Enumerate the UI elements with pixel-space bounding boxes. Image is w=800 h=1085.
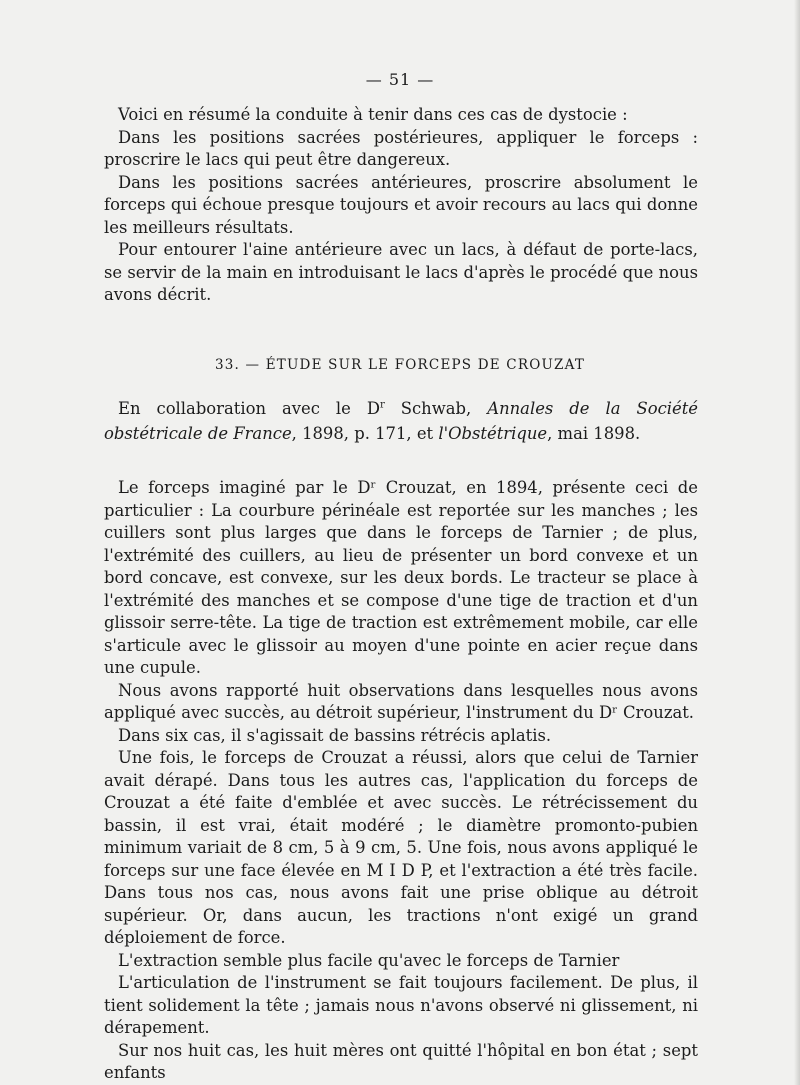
citation-author: Schwab,: [384, 399, 488, 418]
citation-suffix: , mai 1898.: [547, 424, 641, 443]
intro-paragraph-1: Voici en résumé la conduite à tenir dans ces cas de dystocie :: [118, 105, 628, 124]
intro-paragraph-3: Dans les positions sacrées antérieures, proscrire absolument le forceps qui échoue presque toujours et avoir recours au lacs qui donne les meilleurs résultats.: [104, 172, 698, 237]
citation: [104, 396, 698, 446]
citation-journal-1: Annales de la Société obstétricale de France: [104, 399, 698, 443]
page-edge-shadow: [794, 0, 800, 1085]
body-paragraph-7: Sur nos huit cas, les huit mères ont quitté l'hôpital en bon état ; sept enfants: [104, 1040, 698, 1082]
citation-mid: , 1898, p. 171, et: [291, 424, 439, 443]
section-heading: 33. — ÉTUDE SUR LE FORCEPS DE CROUZAT: [214, 357, 586, 373]
page-number: — 51 —: [365, 70, 435, 89]
intro-text: [104, 104, 698, 307]
body-paragraph-4: Une fois, le forceps de Crouzat a réussi, alors que celui de Tarnier avait dérapé. Dans tous les autres cas, l'application du forceps de Crouzat a été faite d'emblée et avec succès. Le rétrécissement du bassin, il est vrai, était modéré ; le diamètre promonto-pubien minimum variait de 8 cm, 5 à 9 cm, 5. Une fois, nous avons appliqué le forceps sur une face élevée en M I D P, et l'extraction a été très facile. Dans tous nos cas, nous avons fait une prise oblique au détroit supérieur. Or, dans aucun, les tractions n'ont exigé un grand déploiement de force.: [104, 748, 698, 947]
body-paragraph-3: Dans six cas, il s'agissait de bassins rétrécis aplatis.: [118, 725, 552, 745]
intro-paragraph-2: Dans les positions sacrées postérieures, appliquer le forceps : proscrire le lacs qui peut être dangereux.: [104, 127, 698, 169]
citation-sup: r: [380, 399, 385, 411]
body-paragraph-1: Le forceps imaginé par le Dʳ Crouzat, en 1894, présente ceci de particulier : La courbure périnéale est reportée sur les manches ; les cuillers sont plus larges que dans le forceps de Tarnier ; de plus, l'extrémité des cuillers, au lieu de présenter un bord convexe et un bord concave, est convexe, sur les deux bords. Le tracteur se place à l'extrémité des manches et se compose d'une tige de traction et d'un glissoir serre-tête. La tige de traction est extrêmement mobile, car elle s'articule avec le glissoir au moyen d'une pointe en acier reçue dans une cupule.: [104, 478, 698, 677]
body-paragraph-2: Nous avons rapporté huit observations dans lesquelles nous avons appliqué avec succès, au détroit supérieur, l'instrument du Dʳ Crouzat.: [104, 680, 698, 722]
body-paragraph-6: L'articulation de l'instrument se fait toujours facilement. De plus, il tient solidement la tête ; jamais nous n'avons observé ni glissement, ni dérapement.: [104, 973, 698, 1037]
body-text: [104, 477, 698, 1085]
intro-paragraph-4: Pour entourer l'aine antérieure avec un lacs, à défaut de porte-lacs, se servir de la main en introduisant le lacs d'après le procédé que nous avons décrit.: [104, 240, 698, 304]
citation-block: [104, 396, 698, 446]
citation-journal-2: l'Obstétrique: [438, 424, 548, 443]
body-paragraph-5: L'extraction semble plus facile qu'avec le forceps de Tarnier: [118, 950, 620, 970]
citation-prefix: En collaboration avec le D: [118, 399, 380, 418]
